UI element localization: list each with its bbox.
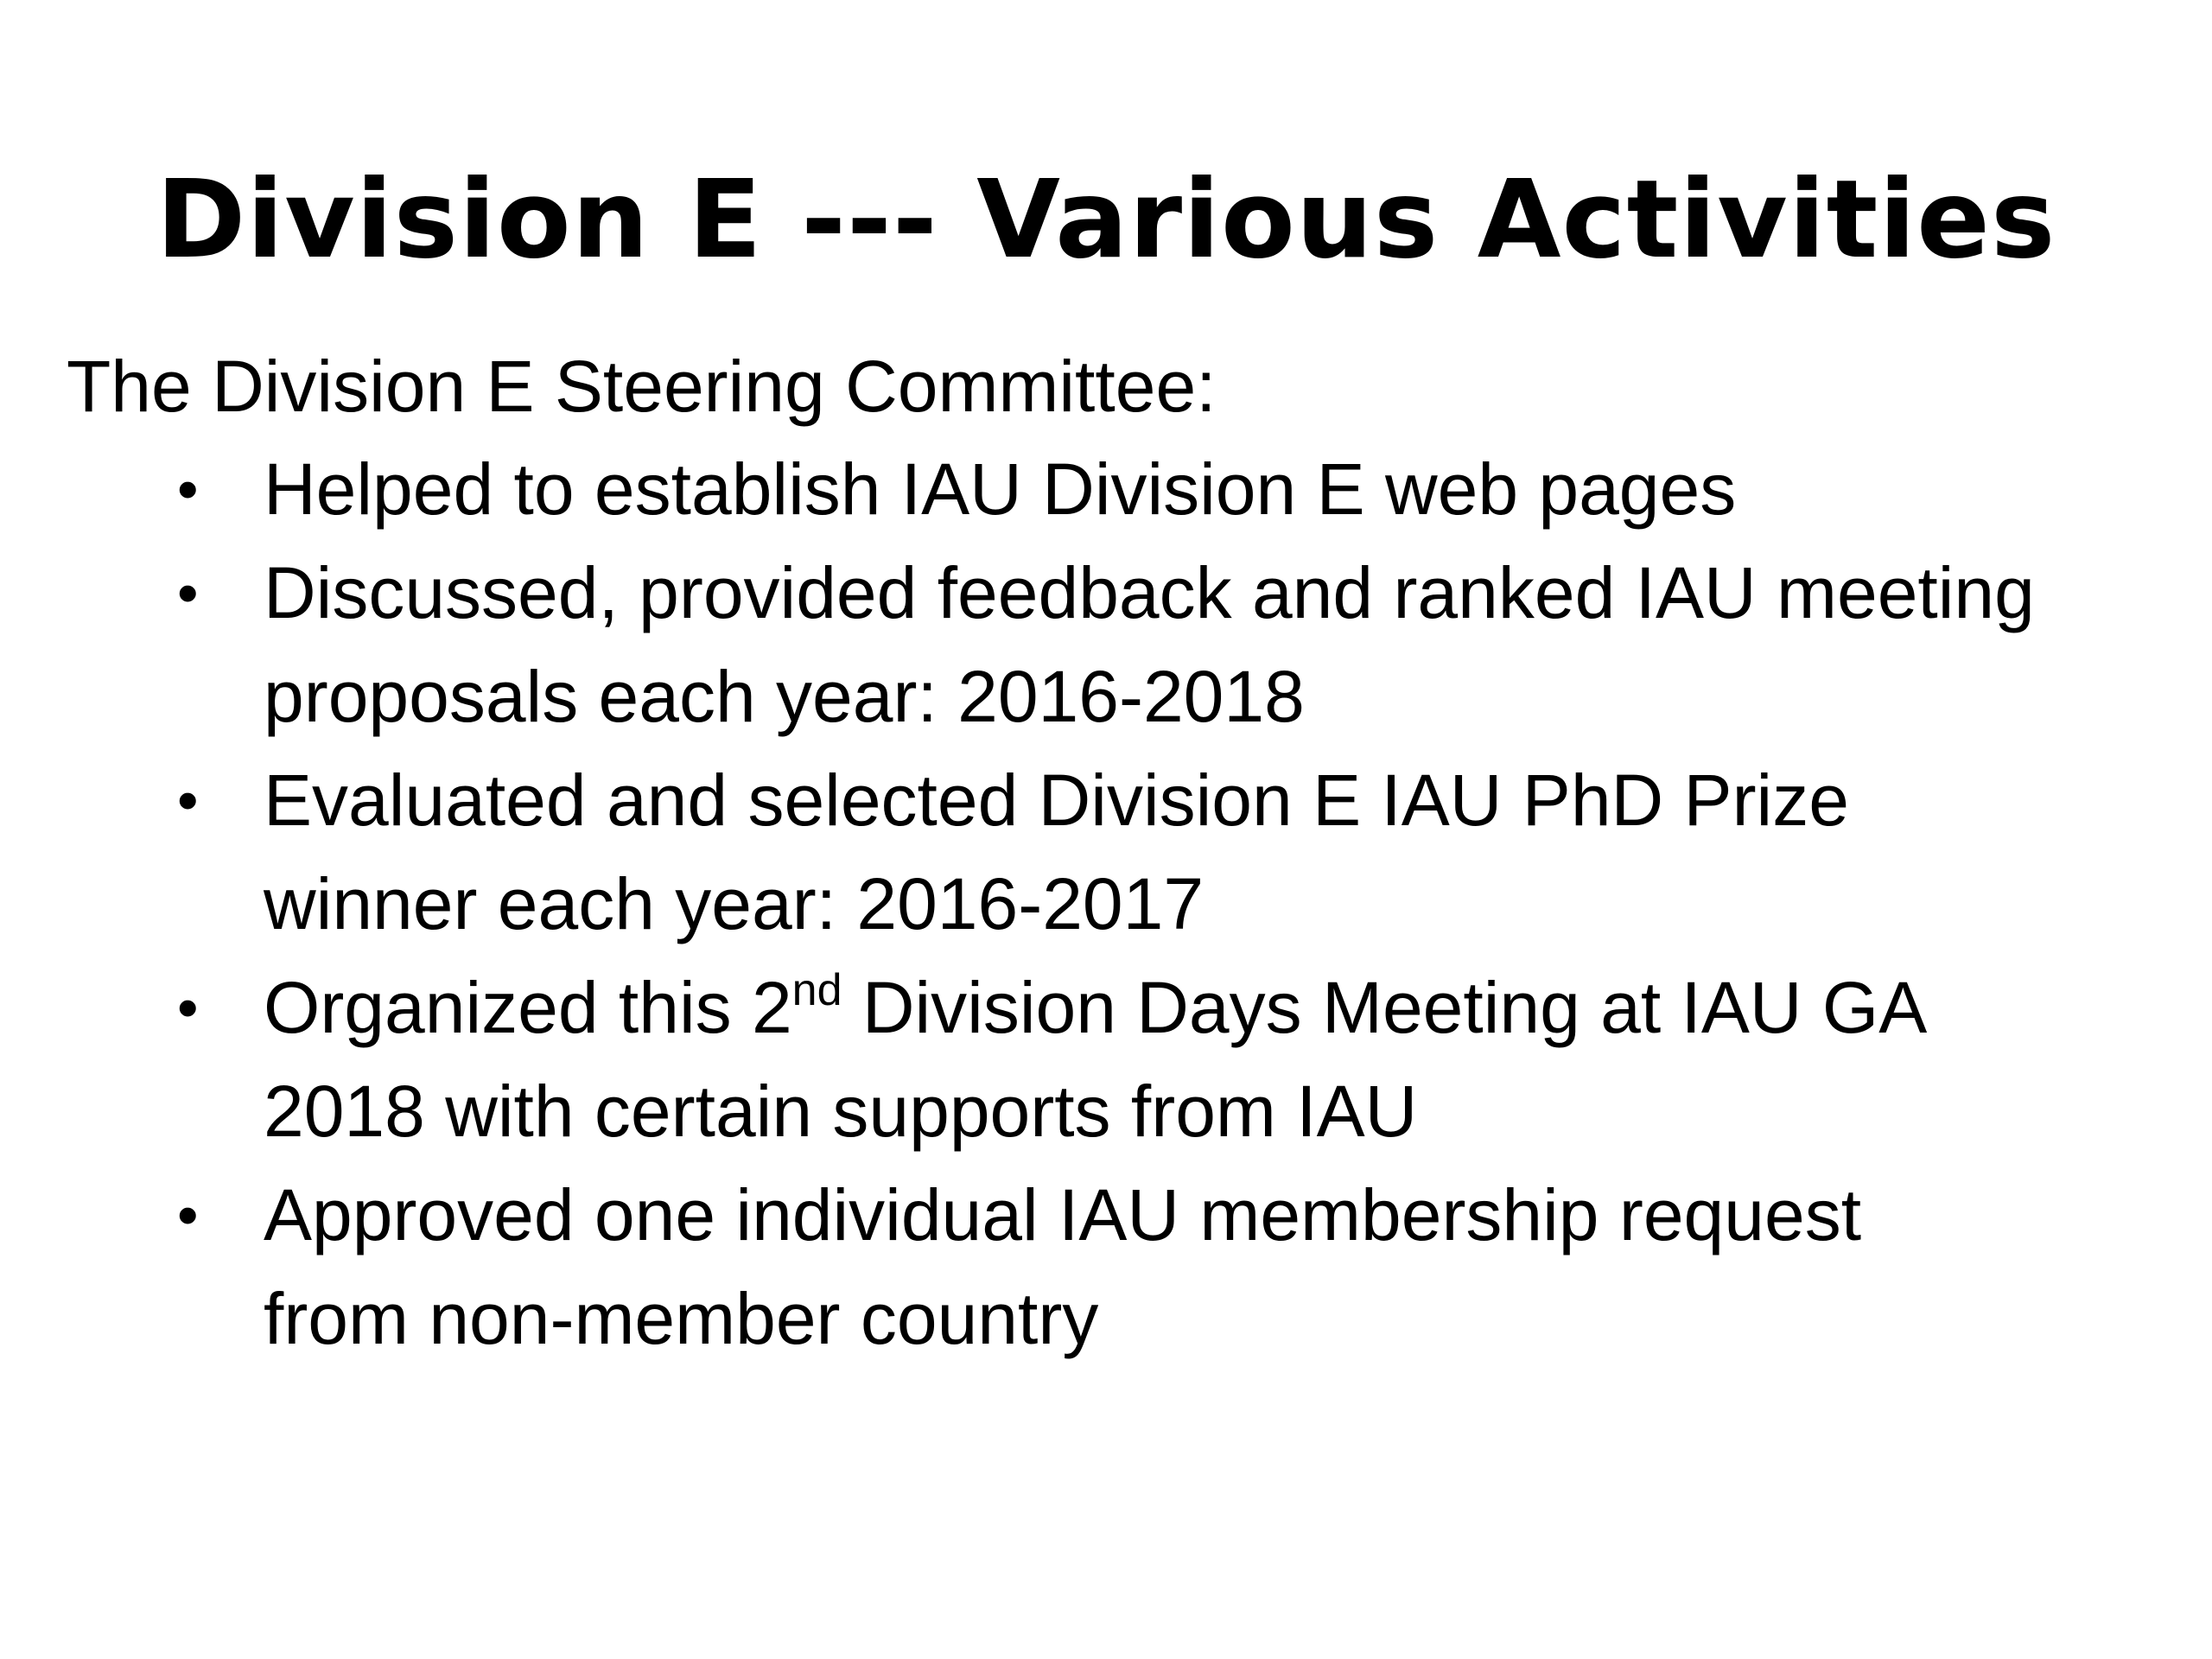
bullet-text	[264, 437, 2190, 541]
intro-text: The Division E Steering Committee:	[67, 346, 1217, 427]
bullet-line: Discussed, provided feedback and ranked IAU meeting	[264, 552, 2035, 633]
bullet-item-4	[177, 956, 2190, 1163]
bullet-line: winner each year: 2016-2017	[264, 863, 1205, 944]
bullet-list	[177, 437, 2190, 1370]
bullet-line: Approved one individual IAU membership request	[264, 1174, 1862, 1255]
bullet-line: 2018 with certain supports from IAU	[264, 1071, 1418, 1152]
bullet-line	[264, 956, 2190, 1059]
bullet-line-prefix: Organized this 2	[264, 967, 792, 1048]
ordinal-suffix: nd	[791, 965, 842, 1015]
bullet-item-2	[177, 541, 2190, 748]
bullet-item-1	[177, 437, 2190, 541]
bullet-dot-icon: •	[177, 1181, 199, 1249]
slide-title: Division E --- Various Activities	[156, 157, 2056, 283]
bullet-item-5	[177, 1163, 2190, 1370]
bullet-dot-icon: •	[177, 455, 199, 523]
bullet-text	[264, 1163, 2190, 1370]
bullet-line: Helped to establish IAU Division E web pages	[264, 448, 1737, 530]
bullet-dot-icon: •	[177, 766, 199, 834]
bullet-text	[264, 956, 2190, 1163]
bullet-line-suffix: Division Days Meeting at IAU GA	[842, 967, 1928, 1048]
bullet-text	[264, 541, 2190, 748]
bullet-line: proposals each year: 2016-2018	[264, 656, 1305, 737]
bullet-line: from non-member country	[264, 1278, 1099, 1359]
bullet-line: Evaluated and selected Division E IAU PhD Prize	[264, 760, 1849, 841]
bullet-dot-icon: •	[177, 559, 199, 626]
bullet-item-3	[177, 748, 2190, 956]
bullet-text	[264, 748, 2190, 956]
bullet-dot-icon: •	[177, 974, 199, 1041]
